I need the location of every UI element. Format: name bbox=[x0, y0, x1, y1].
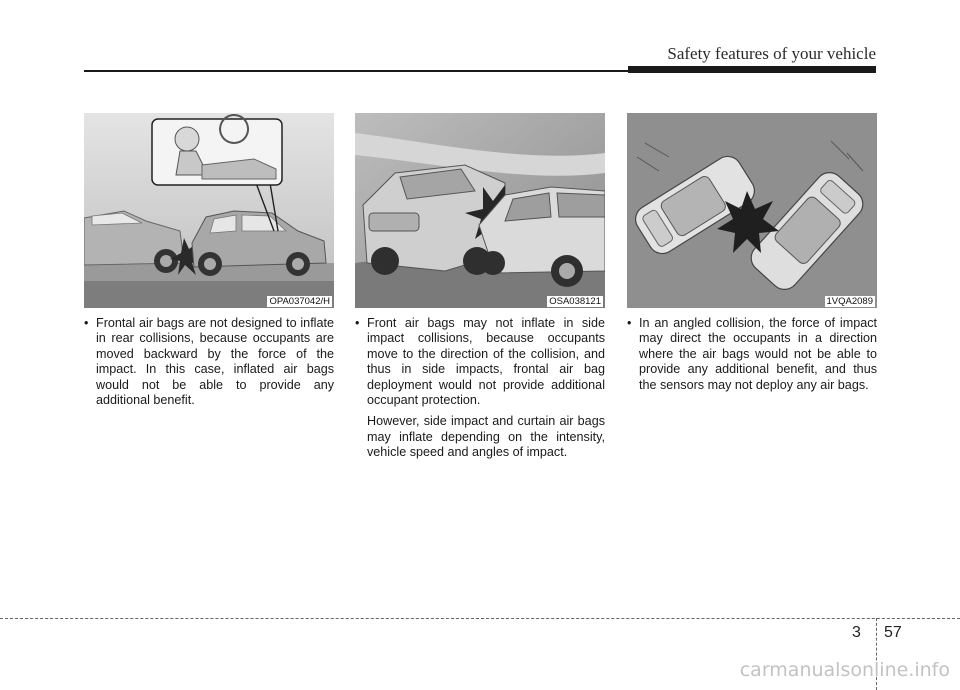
bullet-text: • Frontal air bags are not designed to inflate in rear collisions, because occupants are moved backward by the force of the impact. In this case, inflated air bags would not be able to provide any additional benefit. bbox=[84, 316, 334, 408]
text-column-1 bbox=[84, 316, 334, 408]
page-number: 57 bbox=[884, 624, 902, 641]
header-title: Safety features of your vehicle bbox=[667, 44, 876, 63]
bullet-text: • In an angled collision, the force of impact may direct the occupants in a direction where the air bags would not be able to provide any additional benefit, and thus the sensors may not deploy any air bags. bbox=[627, 316, 877, 393]
chapter-number: 3 bbox=[852, 624, 861, 641]
figure-rear-collision bbox=[84, 113, 334, 308]
figure-code: OPA037042/H bbox=[269, 296, 330, 307]
figure-code: OSA038121 bbox=[549, 296, 601, 307]
figure-angled-collision bbox=[627, 113, 877, 308]
figure-side-impact bbox=[355, 113, 605, 308]
bullet-text: • Front air bags may not inflate in side impact collisions, because occupants move to the direction of the collision, and thus in side impacts, frontal air bag deployment would not provide additional occupant protection. bbox=[355, 316, 605, 408]
paragraph-text: However, side impact and curtain air bags may inflate depending on the intensity, vehicle speed and angles of impact. bbox=[367, 414, 605, 460]
rear-collision-icon bbox=[84, 113, 334, 308]
figure-code: 1VQA2089 bbox=[826, 296, 873, 307]
text-column-2 bbox=[355, 316, 605, 461]
angled-collision-icon bbox=[627, 113, 877, 308]
side-impact-icon bbox=[355, 113, 605, 308]
header-tab bbox=[628, 66, 876, 73]
watermark: carmanualsonline.info bbox=[739, 659, 950, 681]
footer-rule bbox=[0, 618, 960, 619]
text-column-3 bbox=[627, 316, 877, 393]
